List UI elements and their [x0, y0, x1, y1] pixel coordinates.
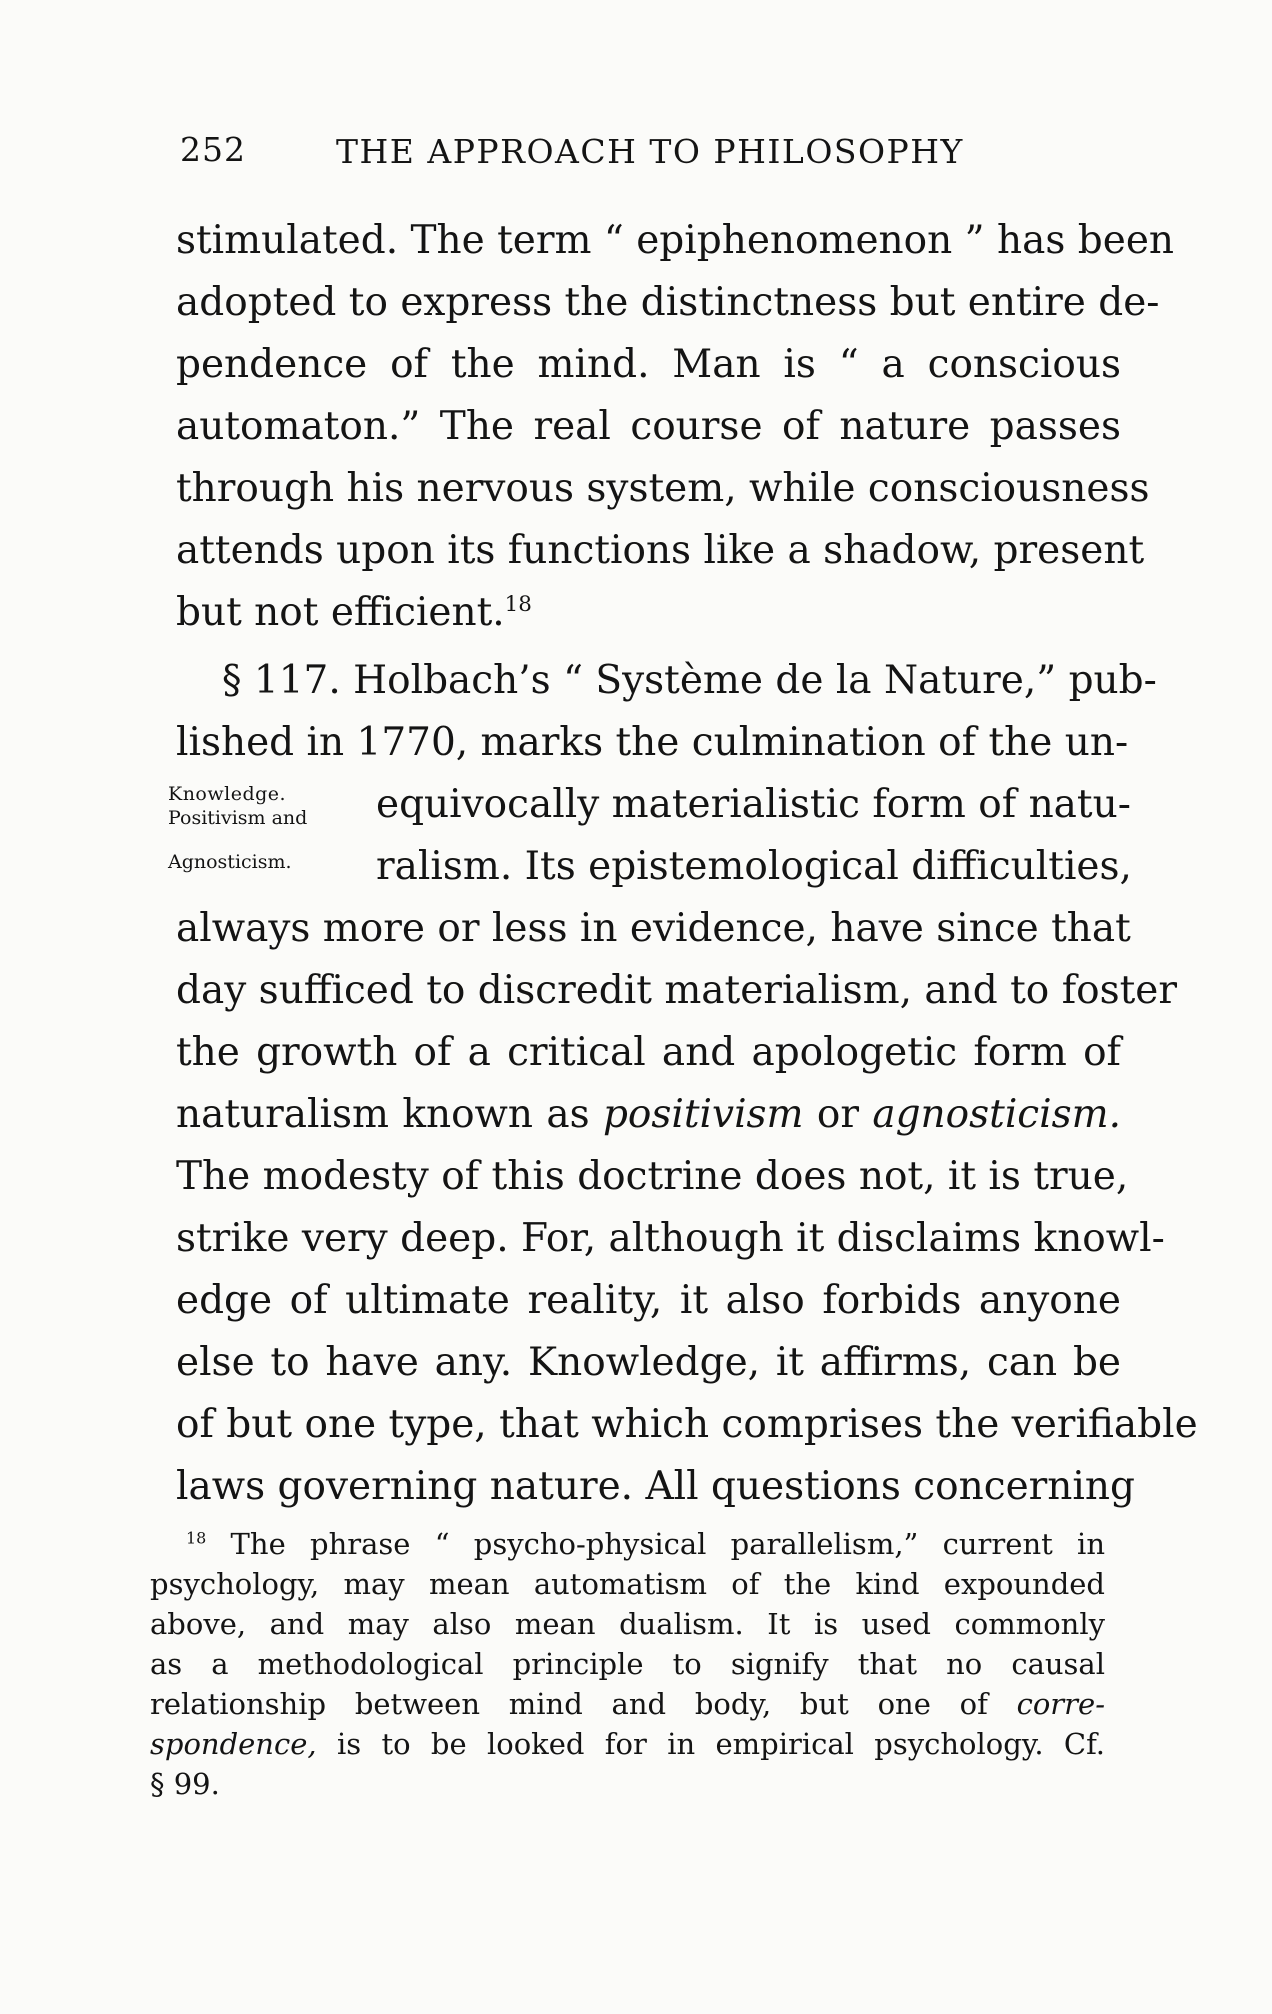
text-line: attends upon its functions like a shadow, present — [176, 528, 1145, 573]
italic-term-positivism: positivism — [602, 1092, 804, 1137]
text-span: but not efficient. — [176, 590, 505, 635]
text-span: relationship between mind and body, but one of — [150, 1687, 1017, 1721]
text-line: strike very deep. For, although it disclaims knowl- — [176, 1216, 1165, 1261]
italic-word: corre- — [1016, 1687, 1105, 1721]
text-span: is to be looked for in empirical psychology. Cf. — [316, 1727, 1105, 1761]
text-line: through his nervous system, while consciousness — [176, 466, 1150, 511]
footnote-reference: 18 — [504, 592, 532, 617]
italic-term-agnosticism: agnosticism. — [872, 1092, 1121, 1137]
text-span: or — [803, 1092, 873, 1137]
text-line: The modesty of this doctrine does not, it is true, — [176, 1154, 1129, 1199]
footnote-line: psychology, may mean automatism of the kind expounded — [150, 1567, 1105, 1601]
footnote-line: as a methodological principle to signify that no causal — [150, 1647, 1105, 1681]
text-line: automaton.” The real course of nature passes — [176, 404, 1121, 449]
paragraph-2 — [176, 650, 1198, 1518]
footnote-line: § 99. — [150, 1767, 220, 1801]
text-line — [176, 1084, 1121, 1146]
footnote-number: 18 — [186, 1528, 207, 1548]
text-line: lished in 1770, marks the culmination of the un- — [176, 720, 1129, 765]
sidenote-line: Positivism and — [168, 807, 308, 829]
text-line: edge of ultimate reality, it also forbids anyone — [176, 1278, 1121, 1323]
footnote-line — [150, 1684, 1105, 1724]
text-line: ralism. Its epistemological difficulties, — [376, 844, 1132, 889]
footnote-line — [150, 1524, 1105, 1564]
paragraph-1 — [176, 210, 1175, 644]
text-line: the growth of a critical and apologetic form of — [176, 1030, 1121, 1075]
text-line: day sufficed to discredit materialism, and to foster — [176, 968, 1178, 1013]
text-line: adopted to express the distinctness but entire de- — [176, 280, 1160, 325]
text-line: pendence of the mind. Man is “ a conscious — [176, 342, 1121, 387]
text-line: § 117. Holbach’s “ Système de la Nature,” pub- — [222, 658, 1157, 703]
text-line: stimulated. The term “ epiphenomenon ” has been — [176, 218, 1175, 263]
sidenote-line: Knowledge. — [168, 783, 287, 805]
footnote-line: above, and may also mean dualism. It is used commonly — [150, 1607, 1105, 1641]
text-line: of but one type, that which comprises the verifiable — [176, 1402, 1198, 1447]
text-line: always more or less in evidence, have since that — [176, 906, 1131, 951]
text-line-last — [176, 582, 1121, 644]
running-head — [180, 130, 1120, 180]
footnote-line — [150, 1724, 1105, 1764]
italic-word: spondence, — [150, 1727, 317, 1761]
running-title: THE APPROACH TO PHILOSOPHY — [336, 132, 964, 171]
footnote — [150, 1524, 1105, 1804]
text-span: naturalism known as — [176, 1092, 603, 1137]
text-line: equivocally materialistic form of natu- — [376, 782, 1131, 827]
text-line: else to have any. Knowledge, it affirms, can be — [176, 1340, 1121, 1385]
text-line: laws governing nature. All questions concerning — [176, 1464, 1135, 1509]
text-span: The phrase “ psycho-physical parallelism,” current in — [206, 1527, 1105, 1561]
page-number: 252 — [180, 130, 246, 169]
sidenote-line: Agnosticism. — [168, 851, 292, 873]
